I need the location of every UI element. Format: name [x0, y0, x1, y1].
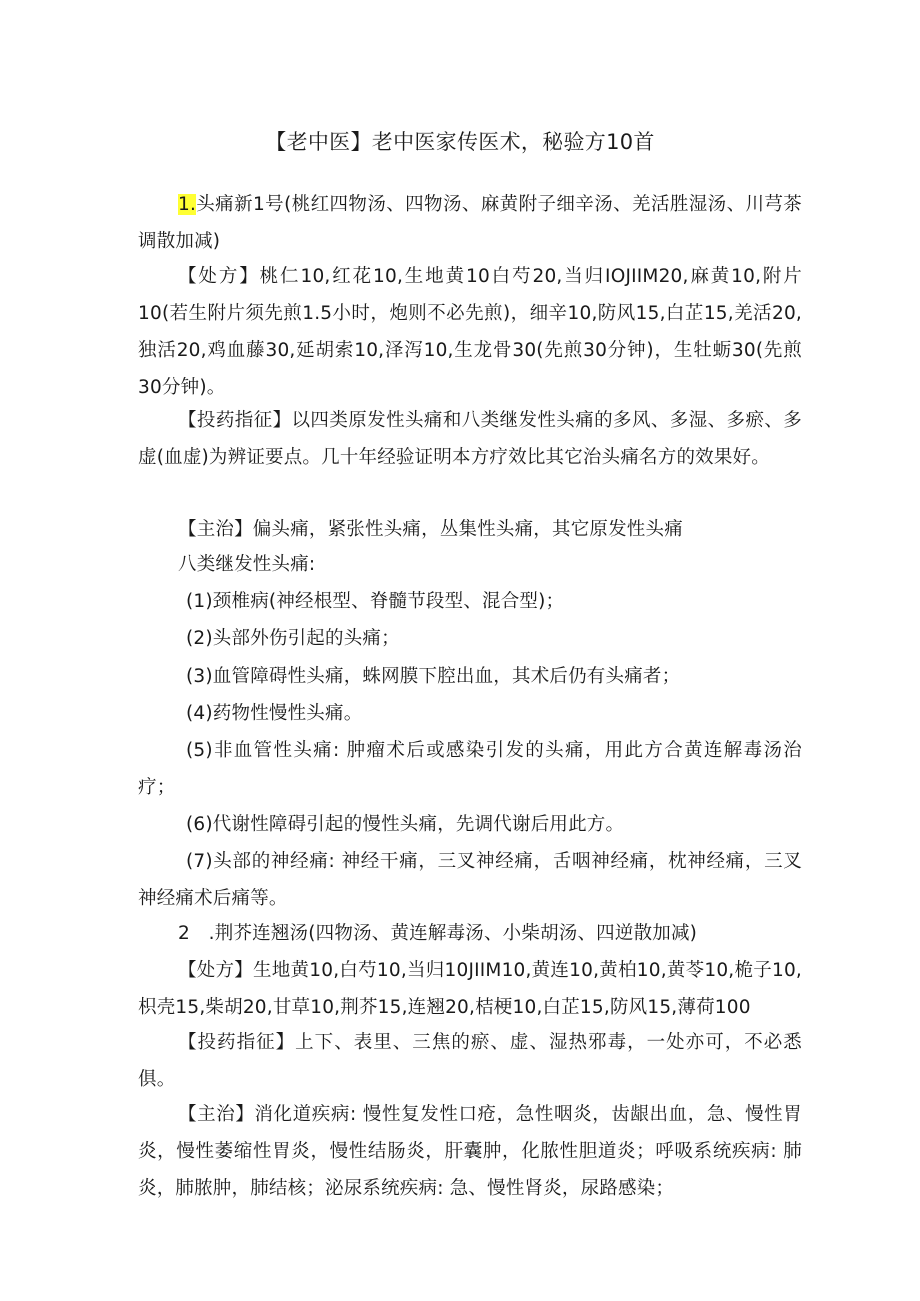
- section-2-main-treatment: 【主治】消化道疾病: 慢性复发性口疮，急性咽炎，齿龈出血，急、慢性胃炎，慢性萎缩性胃炎，慢性结肠炎，肝囊肿，化脓性胆道炎；呼吸系统疾病: 肺炎，肺脓肿，肺结核；泌尿系统疾病: 急、慢性肾炎，尿路感染；: [138, 1104, 802, 1199]
- list-item: (2)头部外伤引起的头痛；: [186, 628, 400, 649]
- section-1-prescription: 【处方】桃仁10,红花10,生地黄10白芍20,当归IOJIIM20,麻黄10,附片10(若生附片须先煎1.5小时，炮则不必先煎)，细辛10,防风15,白芷15,羌活20,独活20,鸡血藤30,延胡索10,泽泻10,生龙骨30(先煎30分钟)，生牡蛎30(先煎30分钟)。: [138, 266, 802, 398]
- list-item: (6)代谢性障碍引起的慢性头痛，先调代谢后用此方。: [186, 814, 625, 835]
- section-1-heading-text: 头痛新1号(桃红四物汤、四物汤、麻黄附子细辛汤、羌活胜湿汤、川芎茶调散加减): [138, 194, 802, 252]
- section-1-sub-heading: 八类继发性头痛:: [178, 554, 316, 575]
- section-2-heading: 2 .荆芥连翘汤(四物汤、黄连解毒汤、小柴胡汤、四逆散加减): [178, 923, 698, 944]
- list-item: (5)非血管性头痛: 肿瘤术后或感染引发的头痛，用此方合黄连解毒汤治疗；: [138, 740, 802, 798]
- list-item: (1)颈椎病(神经根型、脊髓节段型、混合型)；: [186, 591, 565, 612]
- section-2-prescription: 【处方】生地黄10,白芍10,当归10JIIM10,黄连10,黄柏10,黄苓10,桅子10,枳壳15,柴胡20,甘草10,荆芥15,连翘20,桔梗10,白芷15,防风15,薄荷100: [138, 960, 802, 1018]
- section-1-heading: [138, 186, 802, 260]
- section-1-number: 1.: [178, 194, 197, 215]
- document-title: 【老中医】老中医家传医术，秘验方10首: [265, 130, 655, 154]
- section-1-indication: 【投药指征】以四类原发性头痛和八类继发性头痛的多风、多湿、多瘀、多虚(血虚)为辨证要点。几十年经验证明本方疗效比其它治头痛名方的效果好。: [138, 410, 802, 468]
- list-item: (3)血管障碍性头痛，蛛网膜下腔出血，其术后仍有头痛者；: [186, 666, 681, 687]
- section-1-main-treatment: 【主治】偏头痛，紧张性头痛，丛集性头痛，其它原发性头痛: [178, 519, 683, 540]
- list-item: (7)头部的神经痛: 神经干痛，三叉神经痛，舌咽神经痛，枕神经痛，三叉神经痛术后痛等。: [138, 851, 802, 909]
- list-item: (4)药物性慢性头痛。: [186, 703, 363, 724]
- section-2-indication: 【投药指征】上下、表里、三焦的瘀、虚、湿热邪毒，一处亦可，不必悉俱。: [138, 1032, 802, 1090]
